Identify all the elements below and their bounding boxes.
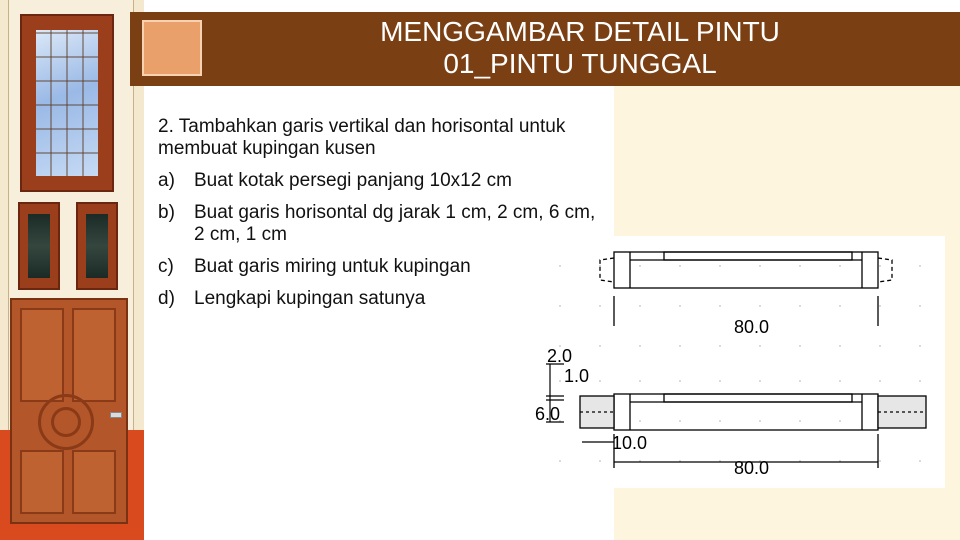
- door-panel-bottom-right: [72, 450, 116, 514]
- list-text: Buat garis horisontal dg jarak 1 cm, 2 cm, 6 cm, 2 cm, 1 cm: [194, 202, 596, 245]
- list-text: Lengkapi kupingan satunya: [194, 288, 426, 309]
- frame-bottom-view: [580, 394, 926, 468]
- window-photo: [20, 14, 114, 192]
- door-frame-drawing: [520, 236, 945, 488]
- drawing-svg: [520, 236, 945, 488]
- dim-bottom-length: 80.0: [734, 458, 770, 478]
- list-marker: d): [158, 288, 175, 309]
- dim-top-length: 80.0: [734, 317, 770, 337]
- instruction-lead: 2. Tambahkan garis vertikal dan horisontal untuk membuat kupingan kusen: [158, 116, 566, 159]
- door-handle-icon: [110, 412, 122, 418]
- small-window-photo-right: [76, 202, 118, 290]
- small-window-pane: [28, 214, 50, 278]
- list-text: Buat garis miring untuk kupingan: [194, 256, 471, 277]
- small-window-photo-left: [18, 202, 60, 290]
- list-marker: c): [158, 256, 174, 277]
- list-item: [158, 170, 598, 192]
- door-panel-top-right: [72, 308, 116, 402]
- frame-top-view: [600, 252, 892, 326]
- door-ornament-inner-ring: [51, 407, 81, 437]
- window-glass: [36, 30, 98, 176]
- title-line-1: MENGGAMBAR DETAIL PINTU: [380, 16, 780, 47]
- dim-1: 1.0: [564, 366, 590, 386]
- title-line-2: 01_PINTU TUNGGAL: [443, 48, 717, 79]
- list-text: Buat kotak persegi panjang 10x12 cm: [194, 170, 512, 191]
- dim-6: 6.0: [535, 404, 561, 424]
- header-square: [142, 20, 202, 76]
- door-photo: [10, 298, 128, 524]
- door-panel-top-left: [20, 308, 64, 402]
- left-photo-strip: [0, 0, 144, 540]
- small-window-pane: [86, 214, 108, 278]
- dim-10: 10.0: [612, 433, 648, 453]
- door-panel-bottom-left: [20, 450, 64, 514]
- dim-2: 2.0: [547, 346, 573, 366]
- list-marker: a): [158, 170, 175, 191]
- page-title: [200, 16, 960, 84]
- list-marker: b): [158, 202, 175, 223]
